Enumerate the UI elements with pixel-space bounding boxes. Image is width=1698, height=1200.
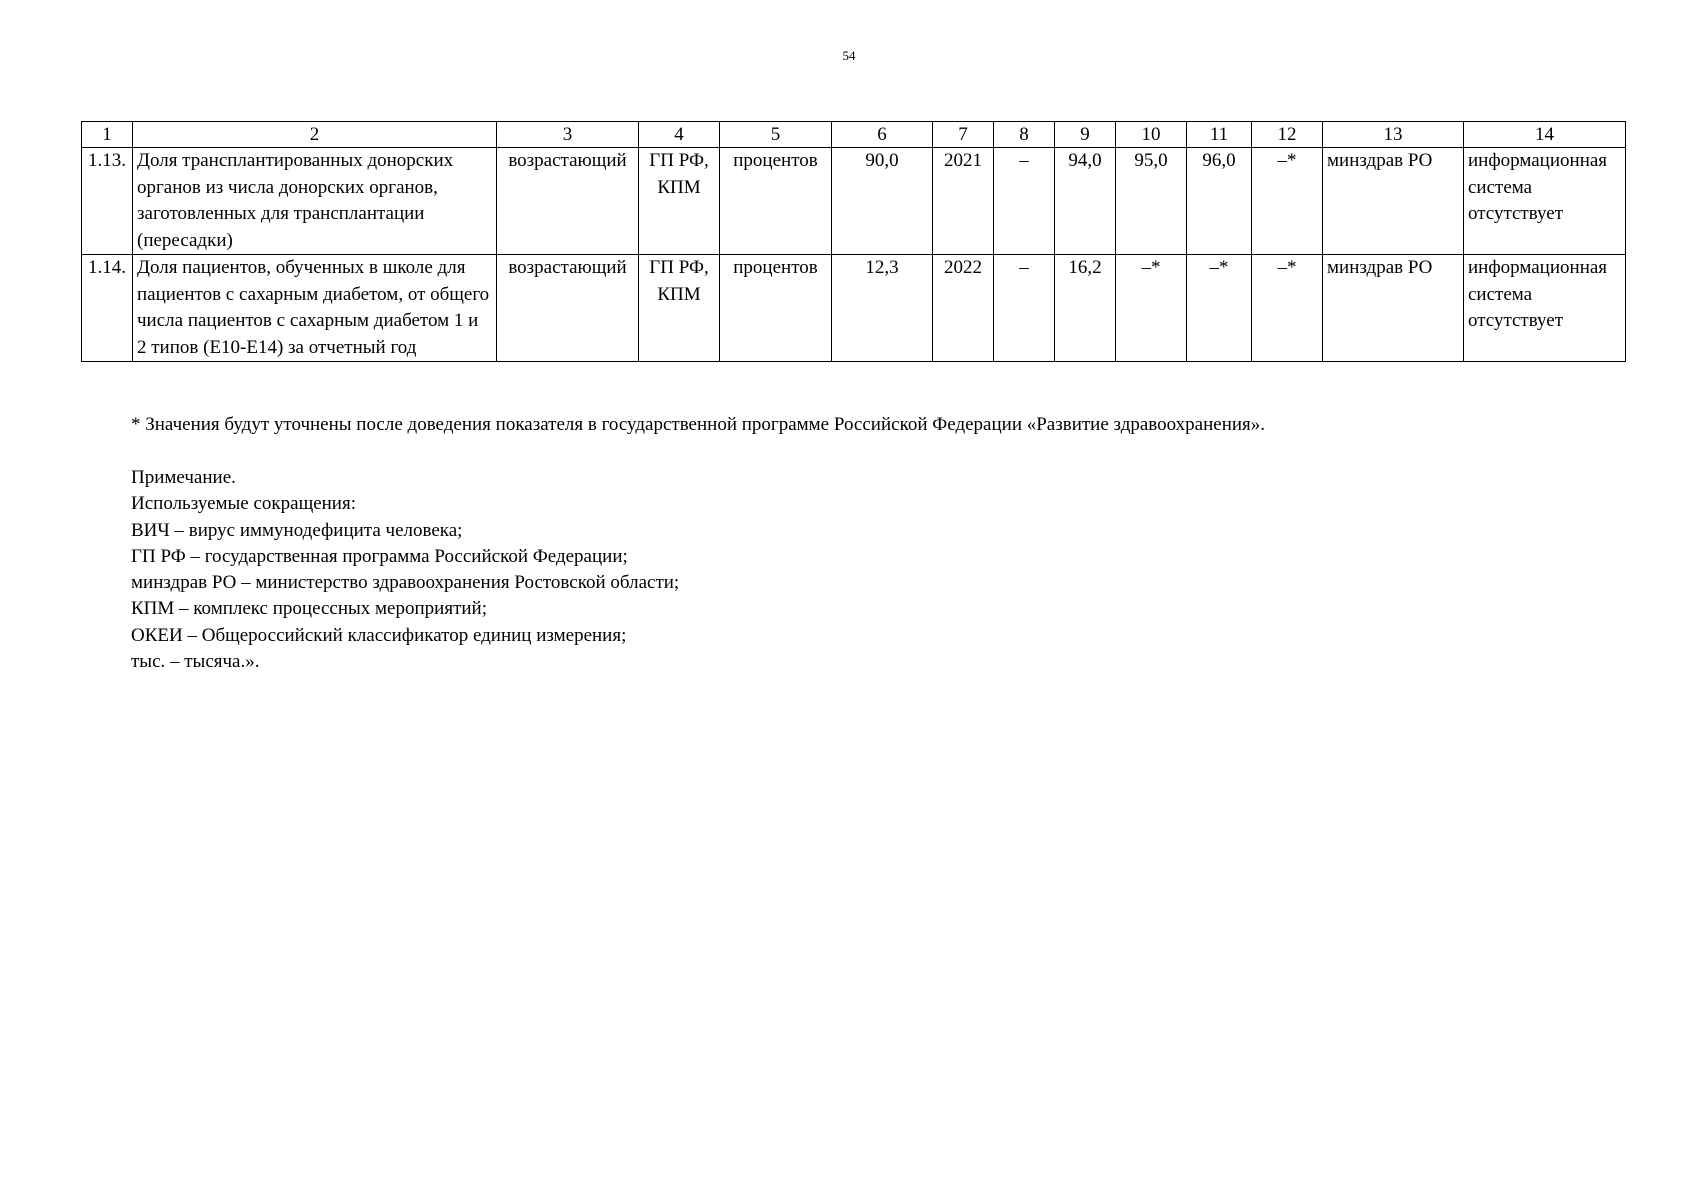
abbreviation-item: ВИЧ – вирус иммунодефицита человека; <box>131 519 463 541</box>
value-cell: 96,0 <box>1187 148 1252 255</box>
value-cell: 16,2 <box>1055 255 1116 362</box>
header-cell: 9 <box>1055 122 1116 148</box>
base-value-cell: 90,0 <box>832 148 933 255</box>
abbreviation-item: минздрав РО – министерство здравоохранения Ростовской области; <box>131 572 680 594</box>
header-cell: 3 <box>497 122 639 148</box>
abbreviation-item: ОКЕИ – Общероссийский классификатор единиц измерения; <box>131 624 627 646</box>
value-cell: –* <box>1116 255 1187 362</box>
row-number: 1.13. <box>82 148 133 255</box>
value-cell: – <box>994 255 1055 362</box>
value-cell: –* <box>1187 255 1252 362</box>
value-cell: –* <box>1252 148 1323 255</box>
abbreviation-item: тыс. – тысяча.». <box>131 651 260 673</box>
abbreviation-item: КПМ – комплекс процессных мероприятий; <box>131 598 487 620</box>
responsible-cell: минздрав РО <box>1323 255 1464 362</box>
unit-cell: процентов <box>720 255 832 362</box>
indicators-table <box>81 121 1626 362</box>
header-cell: 5 <box>720 122 832 148</box>
value-cell: – <box>994 148 1055 255</box>
trend-cell: возрастающий <box>497 148 639 255</box>
trend-cell: возрастающий <box>497 255 639 362</box>
notes-title: Примечание. <box>131 467 236 488</box>
program-cell: ГП РФ, КПМ <box>639 255 720 362</box>
indicator-name: Доля трансплантированных донорских органов из числа донорских органов, заготовленных для трансплантации (пересадки) <box>133 148 497 255</box>
footnote: * Значения будут уточнены после доведения показателя в государственной программе Российской Федерации «Развитие здравоохранения». <box>131 414 1266 435</box>
info-system-cell: информационная система отсутствует <box>1464 148 1626 255</box>
value-cell: –* <box>1252 255 1323 362</box>
header-cell: 11 <box>1187 122 1252 148</box>
notes-section <box>131 465 679 675</box>
indicator-name: Доля пациентов, обученных в школе для пациентов с сахарным диабетом, от общего числа пациентов с сахарным диабетом 1 и 2 типов (Е10-Е14) за отчетный год <box>133 255 497 362</box>
table-row <box>82 255 1626 362</box>
program-cell: ГП РФ, КПМ <box>639 148 720 255</box>
header-cell: 1 <box>82 122 133 148</box>
table-row <box>82 148 1626 255</box>
abbreviation-item: ГП РФ – государственная программа Российской Федерации; <box>131 545 628 567</box>
row-number: 1.14. <box>82 255 133 362</box>
header-cell: 14 <box>1464 122 1626 148</box>
base-year-cell: 2021 <box>933 148 994 255</box>
unit-cell: процентов <box>720 148 832 255</box>
header-cell: 12 <box>1252 122 1323 148</box>
responsible-cell: минздрав РО <box>1323 148 1464 255</box>
header-cell: 10 <box>1116 122 1187 148</box>
info-system-cell: информационная система отсутствует <box>1464 255 1626 362</box>
base-year-cell: 2022 <box>933 255 994 362</box>
value-cell: 94,0 <box>1055 148 1116 255</box>
header-cell: 6 <box>832 122 933 148</box>
page-number: 54 <box>842 48 856 63</box>
base-value-cell: 12,3 <box>832 255 933 362</box>
header-cell: 7 <box>933 122 994 148</box>
value-cell: 95,0 <box>1116 148 1187 255</box>
table-header-row <box>82 122 1626 148</box>
header-cell: 4 <box>639 122 720 148</box>
header-cell: 13 <box>1323 122 1464 148</box>
header-cell: 2 <box>133 122 497 148</box>
notes-subtitle: Используемые сокращения: <box>131 493 356 515</box>
header-cell: 8 <box>994 122 1055 148</box>
